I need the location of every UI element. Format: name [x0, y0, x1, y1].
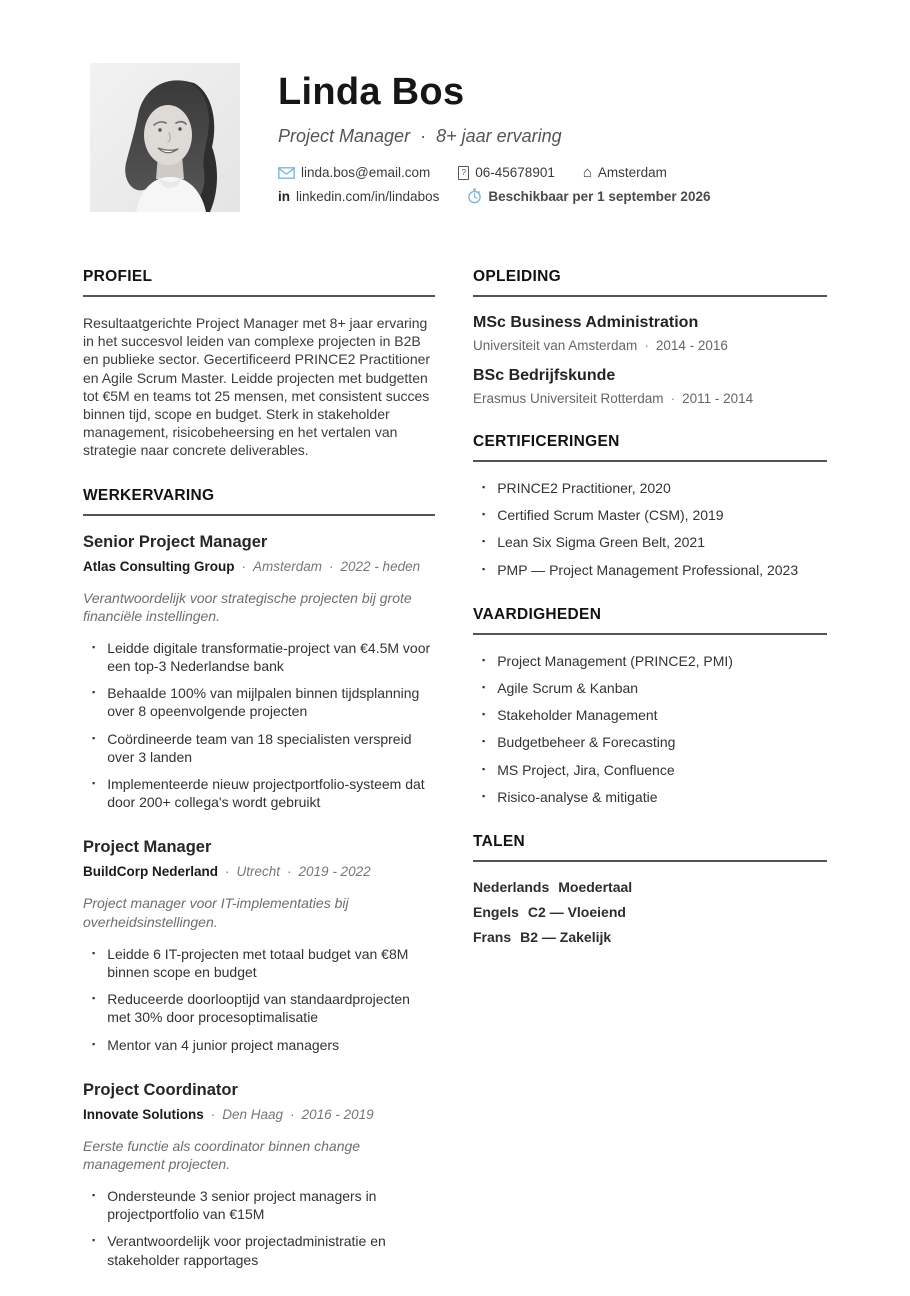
skills-heading: VAARDIGHEDEN	[473, 606, 827, 635]
skill-text: MS Project, Jira, Confluence	[497, 761, 675, 778]
job-bullet	[83, 775, 435, 811]
job-bullet	[83, 730, 435, 766]
job-company-line	[83, 864, 435, 879]
certifications-list	[473, 479, 827, 579]
linkedin-icon: in	[278, 188, 290, 204]
content-columns	[83, 268, 827, 1296]
bullet-icon: ▪	[92, 1038, 96, 1049]
profile-text: Resultaatgerichte Project Manager met 8+ jaar ervaring in het succesvol leiden van complexe projecten in B2B en publieke sector. Gecertificeerd PRINCE2 Practitioner en Agile Scrum Master. Leidde projecten met budgetten tot €5M en teams tot 25 mensen, met consistent succes binnen tijd, scope en budget. Sterk in stakeholder management, risicobeheersing en het vertalen van strategie naar concrete deliverables.	[83, 315, 431, 459]
skill-item	[473, 652, 827, 670]
bullet-text: Reduceerde doorlooptijd van standaardprojecten met 30% door procesoptimalisatie	[107, 991, 410, 1026]
person-role: Project Manager	[278, 126, 411, 146]
separator-dot: ·	[670, 391, 676, 406]
skill-item	[473, 788, 827, 806]
job-bullet-list	[83, 945, 435, 1054]
job-company-line	[83, 559, 435, 574]
job-entry	[83, 838, 435, 1053]
job-bullet	[83, 945, 435, 981]
linkedin-text: linkedin.com/in/lindabos	[296, 188, 440, 204]
certifications-heading: CERTIFICERINGEN	[473, 433, 827, 462]
job-location: Den Haag	[222, 1106, 284, 1122]
job-bullet	[83, 684, 435, 720]
experience-heading: WERKERVARING	[83, 487, 435, 516]
separator-dot: ·	[210, 1106, 216, 1122]
bullet-icon: ▪	[482, 709, 486, 720]
bullet-icon: ▪	[482, 736, 486, 747]
person-experience: 8+ jaar ervaring	[436, 126, 562, 146]
degree-title: BSc Bedrijfskunde	[473, 367, 616, 384]
bullet-text: Ondersteunde 3 senior project managers in projectportfolio van €15M	[107, 1188, 377, 1223]
job-entry	[83, 533, 435, 812]
skill-item	[473, 761, 827, 779]
contact-availability	[467, 188, 710, 204]
separator-dot: ·	[225, 864, 230, 880]
certification-item	[473, 479, 827, 497]
language-name: Nederlands	[473, 878, 550, 895]
language-row	[473, 879, 827, 895]
education-entry	[473, 314, 827, 353]
bullet-text: Behaalde 100% van mijlpalen binnen tijdsplanning over 8 opeenvolgende projecten	[107, 685, 420, 720]
section-languages	[473, 833, 827, 945]
bullet-icon: ▪	[482, 563, 486, 574]
certification-item	[473, 561, 827, 579]
email-text: linda.bos@email.com	[301, 165, 431, 180]
contact-row-2	[278, 188, 710, 204]
bullet-icon: ▪	[92, 993, 96, 1004]
skill-item	[473, 733, 827, 751]
home-icon: ⌂	[582, 164, 592, 181]
bullet-icon: ▪	[92, 641, 96, 652]
job-bullet-list	[83, 1187, 435, 1269]
contact-row-1	[278, 165, 710, 180]
bullet-icon: ▪	[92, 687, 96, 698]
language-level: C2 — Vloeiend	[527, 903, 626, 920]
certification-text: PMP — Project Management Professional, 2023	[497, 561, 799, 578]
contact-phone	[458, 165, 555, 180]
person-name: Linda Bos	[278, 71, 465, 113]
certification-item	[473, 506, 827, 524]
bullet-text: Verantwoordelijk voor projectadministratie en stakeholder rapportages	[107, 1233, 386, 1268]
email-icon	[278, 167, 295, 179]
degree-school-line	[473, 338, 827, 353]
profile-photo	[90, 63, 240, 212]
language-level: Moedertaal	[558, 878, 633, 895]
certification-text: PRINCE2 Practitioner, 2020	[497, 480, 671, 496]
skill-text: Agile Scrum & Kanban	[497, 679, 639, 696]
school-period: 2011 - 2014	[682, 391, 754, 406]
school-period: 2014 - 2016	[655, 338, 728, 353]
job-title: Senior Project Manager	[83, 532, 268, 551]
job-bullet	[83, 639, 435, 675]
job-company-line	[83, 1107, 435, 1122]
separator-dot: ·	[287, 864, 292, 880]
language-row	[473, 929, 827, 945]
bullet-text: Leidde 6 IT-projecten met totaal budget van €8M binnen scope en budget	[107, 945, 409, 980]
profile-heading: PROFIEL	[83, 268, 435, 297]
bullet-icon: ▪	[92, 732, 96, 743]
job-period: 2016 - 2019	[301, 1106, 374, 1122]
bullet-icon: ▪	[482, 536, 486, 547]
job-bullet-list	[83, 639, 435, 812]
skill-item	[473, 679, 827, 697]
job-bullet	[83, 990, 435, 1026]
contact-linkedin	[278, 189, 439, 204]
profile-photo-image	[90, 63, 240, 212]
bullet-text: Implementeerde nieuw projectportfolio-systeem dat door 200+ collega's wordt gebruikt	[107, 776, 425, 811]
right-column	[473, 268, 827, 1296]
availability-text: Beschikbaar per 1 september 2026	[488, 188, 711, 204]
bullet-text: Coördineerde team van 18 specialisten verspreid over 3 landen	[107, 730, 412, 765]
phone-text: 06-45678901	[475, 165, 555, 180]
subtitle-separator: ·	[420, 126, 427, 146]
separator-dot: ·	[644, 338, 649, 353]
bullet-icon: ▪	[482, 654, 486, 665]
language-row	[473, 904, 827, 920]
skill-text: Project Management (PRINCE2, PMI)	[497, 652, 733, 669]
contact-email	[278, 165, 430, 180]
bullet-icon: ▪	[482, 763, 486, 774]
job-company: Atlas Consulting Group	[83, 558, 235, 574]
job-period: 2019 - 2022	[298, 864, 371, 880]
education-entry	[473, 367, 827, 406]
separator-dot: ·	[290, 1106, 295, 1122]
contact-location	[583, 165, 667, 180]
section-certifications	[473, 433, 827, 579]
job-bullet	[83, 1232, 435, 1268]
job-location: Utrecht	[236, 864, 281, 880]
bullet-icon: ▪	[482, 681, 486, 692]
stopwatch-icon	[467, 188, 482, 204]
left-column	[83, 268, 435, 1296]
location-text: Amsterdam	[597, 165, 667, 180]
certification-text: Lean Six Sigma Green Belt, 2021	[497, 534, 705, 551]
education-heading: OPLEIDING	[473, 268, 827, 297]
job-company: Innovate Solutions	[83, 1106, 204, 1122]
language-name: Engels	[473, 903, 519, 920]
bullet-icon: ▪	[92, 778, 96, 788]
job-bullet	[83, 1187, 435, 1223]
job-summary: Verantwoordelijk voor strategische projecten bij grote financiële instellingen.	[83, 589, 412, 624]
header-text	[278, 63, 710, 212]
bullet-icon: ▪	[92, 1235, 96, 1246]
section-skills	[473, 606, 827, 806]
section-experience	[83, 487, 435, 1269]
skill-text: Risico-analyse & mitigatie	[497, 788, 658, 805]
job-bullet	[83, 1036, 435, 1054]
school-name: Erasmus Universiteit Rotterdam	[473, 391, 664, 406]
person-subtitle	[278, 126, 710, 147]
bullet-icon: ▪	[482, 790, 486, 801]
skills-list	[473, 652, 827, 806]
bullet-text: Leidde digitale transformatie-project van €4.5M voor een top-3 Nederlandse bank	[107, 639, 431, 675]
language-level: B2 — Zakelijk	[520, 928, 612, 945]
job-summary: Eerste functie als coordinator binnen change management projecten.	[83, 1137, 361, 1172]
job-entry	[83, 1081, 435, 1269]
job-company: BuildCorp Nederland	[83, 864, 219, 880]
school-name: Universiteit van Amsterdam	[473, 338, 638, 353]
certification-text: Certified Scrum Master (CSM), 2019	[497, 507, 724, 524]
languages-heading: TALEN	[473, 833, 827, 862]
job-summary: Project manager voor IT-implementaties bij overheidsinstellingen.	[83, 895, 349, 930]
phone-icon: ?	[458, 166, 469, 180]
skill-text: Budgetbeheer & Forecasting	[497, 734, 676, 751]
degree-title: MSc Business Administration	[473, 314, 699, 331]
language-name: Frans	[473, 928, 512, 945]
job-location: Amsterdam	[253, 558, 323, 574]
skill-item	[473, 706, 827, 724]
bullet-icon: ▪	[482, 509, 486, 520]
job-title: Project Coordinator	[83, 1080, 238, 1099]
bullet-icon: ▪	[92, 1190, 96, 1201]
bullet-icon: ▪	[482, 482, 486, 492]
header	[90, 63, 710, 212]
separator-dot: ·	[329, 558, 334, 574]
bullet-text: Mentor van 4 junior project managers	[107, 1036, 340, 1053]
separator-dot: ·	[241, 558, 246, 574]
degree-school-line	[473, 391, 827, 406]
job-period: 2022 - heden	[340, 558, 421, 574]
certification-item	[473, 533, 827, 551]
section-profile	[83, 268, 435, 460]
skill-text: Stakeholder Management	[497, 707, 658, 724]
bullet-icon: ▪	[92, 947, 96, 958]
job-title: Project Manager	[83, 838, 212, 857]
section-education	[473, 268, 827, 406]
